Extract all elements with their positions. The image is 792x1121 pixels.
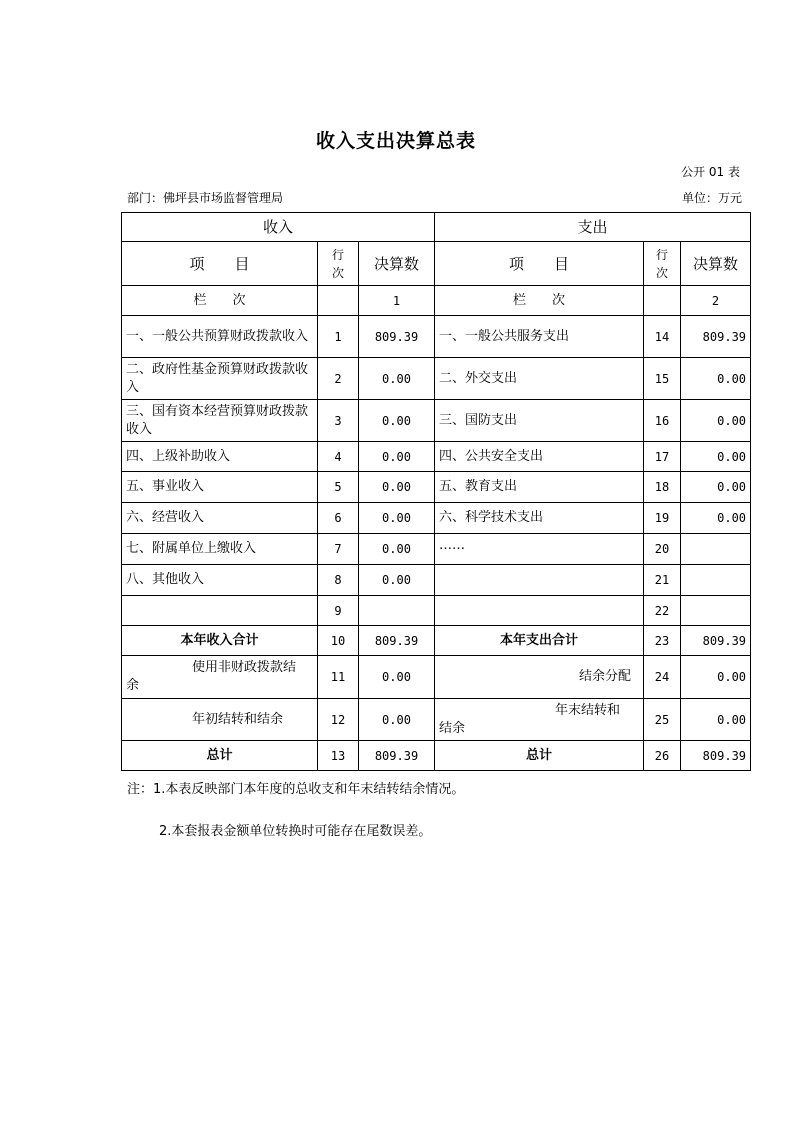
note-2: 2.本套报表金额单位转换时可能存在尾数误差。 — [159, 824, 432, 839]
expense-amount — [681, 534, 751, 565]
expense-header: 支出 — [435, 213, 751, 242]
income-item: 六、经营收入 — [122, 503, 318, 534]
income-row-no: 11 — [318, 656, 359, 699]
income-grand-total-label: 总计 — [122, 741, 318, 771]
budget-summary-table — [121, 212, 751, 771]
income-amount: 0.00 — [359, 442, 435, 472]
income-amount: 0.00 — [359, 656, 435, 699]
income-item — [122, 596, 318, 626]
expense-row-no: 15 — [644, 358, 681, 400]
income-grand-total-amount: 809.39 — [359, 741, 435, 771]
expense-amount: 0.00 — [681, 503, 751, 534]
expense-amount-header: 决算数 — [681, 242, 751, 286]
expense-row-no: 19 — [644, 503, 681, 534]
income-item: 五、事业收入 — [122, 472, 318, 503]
income-amount: 0.00 — [359, 534, 435, 565]
expense-year-total-amount: 809.39 — [681, 626, 751, 656]
expense-item: 五、教育支出 — [435, 472, 644, 503]
unit-label: 单位：万元 — [681, 191, 742, 205]
income-item: 四、上级补助收入 — [122, 442, 318, 472]
income-row-no: 12 — [318, 699, 359, 741]
expense-row-no: 23 — [644, 626, 681, 656]
expense-item-header: 项 目 — [435, 242, 644, 286]
year-total-row — [122, 626, 751, 656]
expense-grand-total-amount: 809.39 — [681, 741, 751, 771]
expense-row-no: 24 — [644, 656, 681, 699]
note-1: 注：1.本表反映部门本年度的总收支和年末结转结余情况。 — [127, 782, 465, 797]
expense-item — [435, 699, 644, 741]
expense-item: 三、国防支出 — [435, 400, 644, 442]
expense-item: 结余分配 — [435, 656, 644, 699]
expense-item: 四、公共安全支出 — [435, 442, 644, 472]
income-amount: 0.00 — [359, 699, 435, 741]
expense-grand-total-label: 总计 — [435, 741, 644, 771]
income-item-line1: 使用非财政拨款结 — [192, 660, 297, 675]
income-col-label: 栏 次 — [122, 286, 318, 316]
income-amount: 0.00 — [359, 565, 435, 596]
expense-row-no: 16 — [644, 400, 681, 442]
expense-amount: 0.00 — [681, 400, 751, 442]
expense-row-no: 18 — [644, 472, 681, 503]
expense-row-no: 21 — [644, 565, 681, 596]
income-row-no: 4 — [318, 442, 359, 472]
income-row-no: 3 — [318, 400, 359, 442]
income-row-no: 7 — [318, 534, 359, 565]
expense-item-line1: 年末结转和 — [555, 702, 621, 718]
page-title: 收入支出决算总表 — [315, 130, 476, 152]
table-row — [122, 472, 751, 503]
expense-year-total-label: 本年支出合计 — [435, 626, 644, 656]
income-row-no: 5 — [318, 472, 359, 503]
income-amount — [359, 596, 435, 626]
income-year-total-amount: 809.39 — [359, 626, 435, 656]
expense-item: …… — [435, 534, 644, 565]
income-row-no-header: 行 次 — [318, 242, 359, 286]
table-row — [122, 400, 751, 442]
form-number: 公开 01 表 — [681, 165, 740, 179]
expense-amount: 0.00 — [681, 699, 751, 741]
table-row — [122, 656, 751, 699]
table-row — [122, 442, 751, 472]
income-amount: 809.39 — [359, 316, 435, 358]
table-header-row — [122, 213, 751, 242]
expense-row-no-header: 行 次 — [644, 242, 681, 286]
table-row — [122, 316, 751, 358]
table-row — [122, 503, 751, 534]
income-item: 二、政府性基金预算财政拨款收入 — [122, 358, 318, 400]
expense-col-label: 栏 次 — [435, 286, 644, 316]
expense-amount: 809.39 — [681, 316, 751, 358]
expense-row-no: 14 — [644, 316, 681, 358]
expense-amount: 0.00 — [681, 472, 751, 503]
table-row — [122, 596, 751, 626]
expense-col-number: 2 — [681, 286, 751, 316]
income-amount: 0.00 — [359, 400, 435, 442]
income-item: 七、附属单位上缴收入 — [122, 534, 318, 565]
income-year-total-label: 本年收入合计 — [122, 626, 318, 656]
income-amount: 0.00 — [359, 358, 435, 400]
department-label: 部门：佛坪县市场监督管理局 — [127, 191, 284, 205]
table-row — [122, 565, 751, 596]
income-header: 收入 — [122, 213, 435, 242]
income-item-line2: 余 — [126, 678, 140, 693]
income-row-no: 10 — [318, 626, 359, 656]
table-row — [122, 534, 751, 565]
expense-item: 六、科学技术支出 — [435, 503, 644, 534]
column-number-row — [122, 286, 751, 316]
expense-item — [435, 565, 644, 596]
grand-total-row — [122, 741, 751, 771]
income-item: 八、其他收入 — [122, 565, 318, 596]
expense-item: 二、外交支出 — [435, 358, 644, 400]
income-row-no: 8 — [318, 565, 359, 596]
expense-amount — [681, 596, 751, 626]
income-amount: 0.00 — [359, 503, 435, 534]
income-amount: 0.00 — [359, 472, 435, 503]
expense-item: 一、一般公共服务支出 — [435, 316, 644, 358]
expense-row-no: 20 — [644, 534, 681, 565]
income-item — [122, 656, 318, 699]
income-item: 一、一般公共预算财政拨款收入 — [122, 316, 318, 358]
expense-row-no: 25 — [644, 699, 681, 741]
income-row-no: 6 — [318, 503, 359, 534]
income-item-header: 项 目 — [122, 242, 318, 286]
expense-row-no: 22 — [644, 596, 681, 626]
income-item: 三、国有资本经营预算财政拨款收入 — [122, 400, 318, 442]
column-header-row — [122, 242, 751, 286]
income-row-no: 1 — [318, 316, 359, 358]
income-row-no: 2 — [318, 358, 359, 400]
income-row-no: 9 — [318, 596, 359, 626]
expense-amount — [681, 565, 751, 596]
income-row-no: 13 — [318, 741, 359, 771]
expense-item — [435, 596, 644, 626]
expense-amount: 0.00 — [681, 358, 751, 400]
expense-amount: 0.00 — [681, 656, 751, 699]
income-item: 年初结转和结余 — [122, 699, 318, 741]
table-row — [122, 699, 751, 741]
expense-item-line2: 结余 — [439, 720, 466, 736]
expense-amount: 0.00 — [681, 442, 751, 472]
expense-row-no: 26 — [644, 741, 681, 771]
income-col-number: 1 — [359, 286, 435, 316]
expense-row-no: 17 — [644, 442, 681, 472]
income-amount-header: 决算数 — [359, 242, 435, 286]
table-row — [122, 358, 751, 400]
